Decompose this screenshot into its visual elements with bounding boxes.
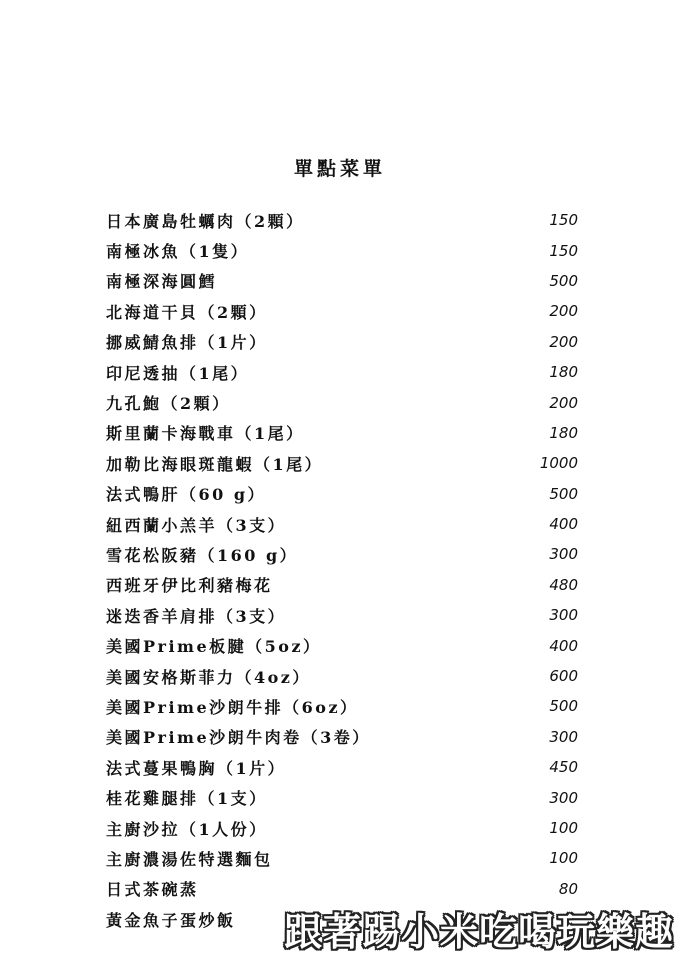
menu-item-name: 迷迭香羊肩排（3支）	[106, 606, 287, 626]
menu-item-price: 600	[549, 667, 578, 686]
menu-item-name: 黃金魚子蛋炒飯	[106, 910, 236, 930]
menu-item-row	[106, 570, 578, 600]
menu-item-name: 美國安格斯菲力（4oz）	[106, 667, 311, 687]
menu-item-price: 400	[549, 636, 578, 655]
menu-item-name: 九孔鮑（2顆）	[106, 394, 231, 414]
menu-item-name: 南極冰魚（1隻）	[106, 242, 250, 262]
menu-item-row	[106, 509, 578, 539]
menu-item-row	[106, 296, 578, 326]
menu-item-row	[106, 205, 578, 235]
menu-item-name: 西班牙伊比利豬梅花	[106, 576, 273, 596]
menu-item-price: 80	[558, 879, 578, 898]
menu-item-price: 200	[549, 332, 578, 351]
menu-item-price: 1000	[539, 454, 578, 473]
menu-item-name: 主廚濃湯佐特選麵包	[106, 849, 273, 869]
menu-item-name: 日式茶碗蒸	[106, 880, 199, 900]
menu-item-name: 桂花雞腿排（1支）	[106, 789, 268, 809]
menu-item-price: 200	[549, 302, 578, 321]
menu-item-price: 150	[549, 211, 578, 230]
watermark-text: 跟著踢小米吃喝玩樂趣	[283, 910, 674, 954]
menu-item-row	[106, 357, 578, 387]
menu-item-row	[106, 630, 578, 660]
menu-item-price: 180	[549, 363, 578, 382]
menu-item-name: 紐西蘭小羔羊（3支）	[106, 515, 287, 535]
menu-item-price: 300	[549, 727, 578, 746]
menu-item-row	[106, 418, 578, 448]
menu-item-name: 加勒比海眼斑龍蝦（1尾）	[106, 454, 324, 474]
menu-item-name: 美國Prime沙朗牛排（6oz）	[106, 697, 359, 717]
menu-item-row	[106, 235, 578, 265]
menu-item-row	[106, 479, 578, 509]
menu-item-name: 法式蔓果鴨胸（1片）	[106, 758, 287, 778]
menu-item-price: 480	[549, 575, 578, 594]
menu-list	[106, 205, 578, 934]
menu-item-name: 法式鴨肝（60 g）	[106, 485, 267, 505]
menu-item-name: 北海道干貝（2顆）	[106, 302, 268, 322]
menu-item-row	[106, 266, 578, 296]
menu-item-row	[106, 661, 578, 691]
menu-item-price: 100	[549, 819, 578, 837]
menu-item-row	[106, 539, 578, 569]
menu-item-name: 美國Prime板腱（5oz）	[106, 637, 322, 657]
menu-item-price: 180	[549, 423, 578, 442]
menu-item-price: 450	[549, 758, 578, 777]
menu-item-row	[106, 691, 578, 721]
menu-item-price: 500	[549, 484, 578, 503]
menu-item-name: 斯里蘭卡海戰車（1尾）	[106, 424, 305, 444]
menu-item-price: 500	[549, 697, 578, 716]
menu-item-row	[106, 874, 578, 904]
menu-item-name: 挪威鯖魚排（1片）	[106, 333, 268, 353]
menu-item-row	[106, 600, 578, 630]
menu-item-row	[106, 387, 578, 417]
menu-item-name: 印尼透抽（1尾）	[106, 363, 250, 383]
menu-item-name: 南極深海圓鱈	[106, 272, 218, 292]
menu-item-name: 美國Prime沙朗牛肉卷（3卷）	[106, 728, 371, 748]
menu-item-row	[106, 813, 578, 843]
menu-item-name: 雪花松阪豬（160 g）	[106, 545, 299, 565]
menu-item-price: 300	[549, 788, 578, 807]
menu-item-price: 150	[549, 241, 578, 260]
menu-item-price: 500	[549, 271, 578, 290]
menu-item-name: 主廚沙拉（1人份）	[106, 819, 268, 839]
menu-item-price: 400	[549, 515, 578, 534]
menu-item-price: 100	[549, 849, 578, 868]
menu-item-price: 200	[549, 393, 578, 412]
menu-title: 單點菜單	[293, 158, 386, 180]
menu-item-row	[106, 327, 578, 357]
menu-item-name: 日本廣島牡蠣肉（2顆）	[106, 211, 305, 231]
menu-item-row	[106, 843, 578, 873]
menu-item-row	[106, 752, 578, 782]
menu-item-row	[106, 448, 578, 478]
menu-item-price: 300	[549, 545, 578, 564]
menu-item-price: 300	[549, 606, 578, 625]
menu-item-row	[106, 722, 578, 752]
menu-item-row	[106, 782, 578, 812]
